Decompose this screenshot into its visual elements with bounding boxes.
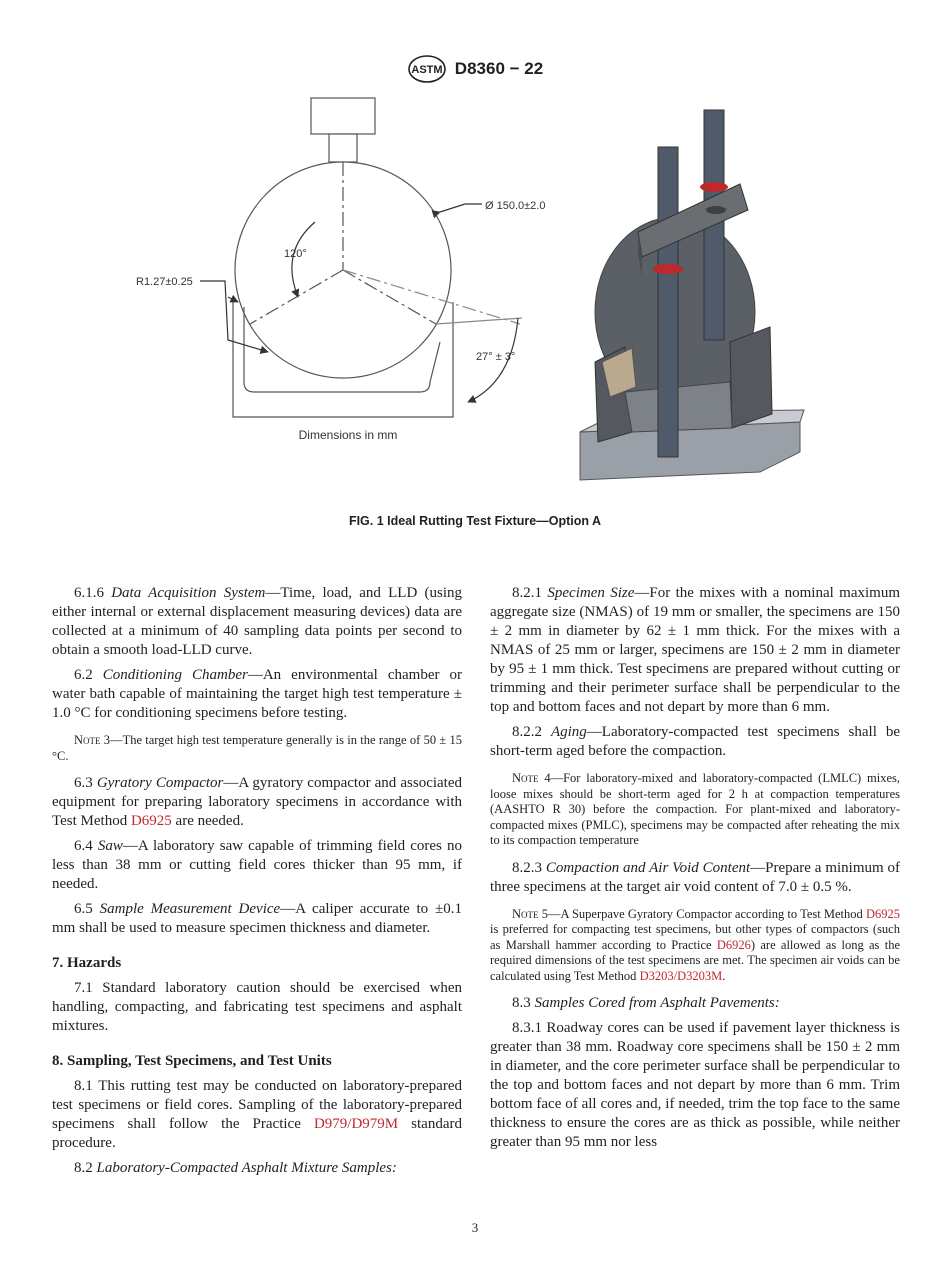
note-3: Note 3—The target high test temperature generally is in the range of 50 ± 15 °C.	[52, 733, 462, 763]
standard-designation: D8360 − 22	[454, 59, 544, 78]
link-d3203[interactable]: D3203/D3203M	[639, 968, 723, 983]
section-8-2-2: 8.2.2 Aging—Laboratory-compacted test specimens shall be short-term aged before the compaction.	[490, 724, 900, 759]
section-6-4: 6.4 Saw—A laboratory saw capable of trimming field cores no less than 38 mm or cutting field cores thicker than 95 mm, if needed.	[52, 838, 462, 892]
figure-1	[120, 92, 840, 512]
link-d6925[interactable]: D6925	[130, 813, 172, 829]
section-8-3-1: 8.3.1 Roadway cores can be used if pavement layer thickness is greater than 38 mm. Roadway core specimens shall be 150 ± 2 mm in diameter, and the core perimeter surface shall be perpendicular to the top and bottom faces and not depart by more than 6 mm. Trim bottom face of all cores and, if needed, trim the top face to the same thickness to ensure the cores are as thick as possible, while neither greater than 95 mm nor less	[490, 1020, 900, 1150]
astm-logo-icon	[407, 54, 447, 84]
note-4: Note 4—For laboratory-mixed and laboratory-compacted (LMLC) mixes, loose mixes should be short-term aged for 2 h at compaction temperatures (AASHTO R 30) before the compaction. For plant-mixed and laboratory-compacted mixes (PMLC), specimens may be compacted after reheating the mix to its compaction temperature	[490, 771, 900, 847]
link-d6925[interactable]: D6925	[865, 906, 900, 921]
link-d979[interactable]: D979/D979M	[313, 1116, 399, 1132]
section-8-2: 8.2 Laboratory-Compacted Asphalt Mixture Samples:	[74, 1160, 397, 1176]
section-6-2: 6.2 Conditioning Chamber—An environmental chamber or water bath capable of maintaining the target high test temperature ± 1.0 °C for conditioning specimens before testing.	[52, 667, 463, 721]
fixture-3d-render	[580, 110, 804, 480]
heading-sampling: 8. Sampling, Test Specimens, and Test Units	[52, 1053, 332, 1069]
section-6-5: 6.5 Sample Measurement Device—A caliper accurate to ±0.1 mm shall be used to measure specimen thickness and diameter.	[52, 901, 462, 936]
section-8-2-1: 8.2.1 Specimen Size—For the mixes with a nominal maximum aggregate size (NMAS) of 19 mm or smaller, the specimens are 150 ± 2 mm in diameter by 62 ± 1 mm thick. For the mixes with a NMAS of 25 mm or larger, specimens are 150 ± 2 mm in diameter by 95 ± 1 mm thick. Test specimens are prepared without cutting or trimming and their perimeter surface shall be perpendicular to the top and bottom faces and not depart by more than 6 mm.	[490, 585, 901, 715]
diameter-label: Ø 150.0±2.0	[485, 200, 546, 212]
link-d6926[interactable]: D6926	[716, 937, 751, 952]
units-label: Dimensions in mm	[298, 428, 398, 442]
svg-text:ASTM: ASTM	[411, 64, 443, 76]
right-column	[490, 584, 900, 1158]
technical-drawing	[200, 98, 522, 417]
heading-hazards: 7. Hazards	[52, 955, 122, 971]
figure-caption: FIG. 1 Ideal Rutting Test Fixture—Option A	[348, 514, 602, 528]
radius-label: R1.27±0.25	[136, 276, 193, 288]
section-6-1-6: 6.1.6 Data Acquisition System—Time, load, and LLD (using either internal or external displacement measuring devices) data are collected at a minimum of 40 sampling data points per second to obtain a smooth load-LLD curve.	[52, 585, 462, 658]
section-8-2-3: 8.2.3 Compaction and Air Void Content—Prepare a minimum of three specimens at the target air void content of 7.0 ± 0.5 %.	[490, 859, 901, 895]
note-5: Note 5—A Superpave Gyratory Compactor according to Test Method D6925 is preferred for compacting test specimens, but other types of compactors (such as Marshall hammer according to Practice D6926) are allowed as long as the required dimensions of the test specimens are met. The specimen air voids can be calculated using Test Method D3203/D3203M.	[490, 906, 900, 983]
angle-27-label: 27° ± 3°	[476, 351, 516, 363]
section-8-3: 8.3 Samples Cored from Asphalt Pavements:	[512, 995, 780, 1011]
section-7-1: 7.1 Standard laboratory caution should be exercised when handling, compacting, and fabricating test specimens and asphalt mixtures.	[52, 980, 462, 1034]
page-number: 3	[471, 1220, 479, 1235]
section-6-3: 6.3 Gyratory Compactor—A gyratory compactor and associated equipment for preparing laboratory specimens in accordance with Test Method D6925 are needed.	[52, 775, 462, 829]
angle-120-label: 120°	[284, 248, 307, 260]
page-header	[0, 54, 950, 84]
left-column	[52, 584, 462, 1184]
section-8-1: 8.1 This rutting test may be conducted on laboratory-prepared test specimens or field cores. Sampling of the laboratory-prepared specimens shall follow the Practice D979/D979M standard procedure.	[52, 1078, 462, 1151]
